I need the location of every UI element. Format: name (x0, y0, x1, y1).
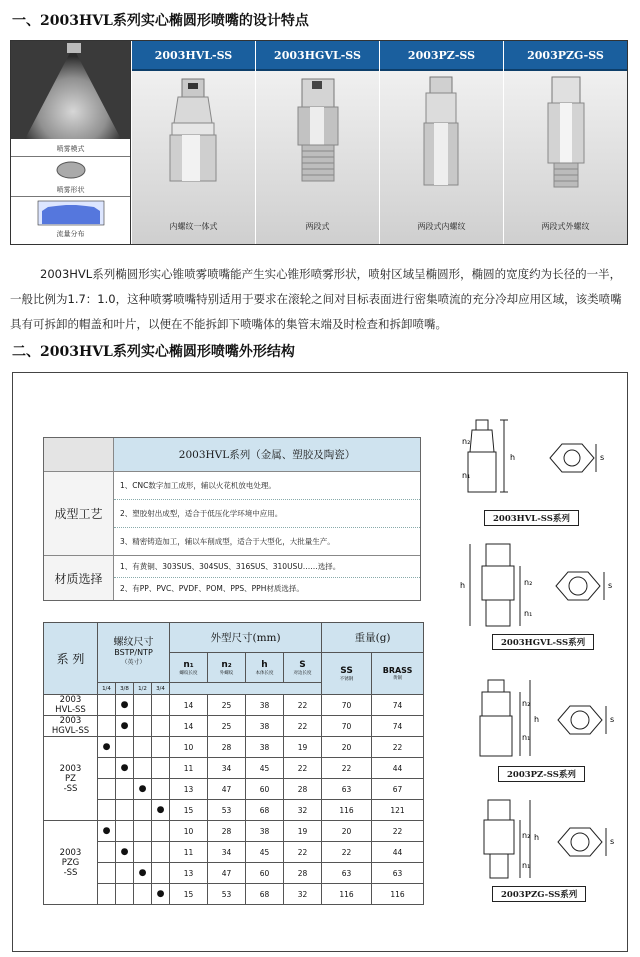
cell-brass: 74 (372, 716, 424, 737)
product-pz-ss (379, 41, 503, 244)
svg-text:s: s (610, 837, 615, 846)
thread-mark (152, 779, 170, 800)
material-item: 1、有黄铜、303SUS、304SUS、316SUS、310USU……选择。 (114, 556, 420, 578)
product-hvl-ss (131, 41, 255, 244)
nozzle-pz-image (380, 71, 504, 244)
cell-n1: 11 (170, 758, 208, 779)
cell-n2: 34 (208, 758, 246, 779)
cell-n1: 11 (170, 842, 208, 863)
series-name: 2003 HVL-SS (44, 695, 98, 716)
dim-head-s: S 对边长度 (284, 653, 322, 683)
cell-brass: 121 (372, 800, 424, 821)
cell-ss: 63 (322, 863, 372, 884)
svg-text:s: s (610, 715, 615, 724)
process-item: 3、精密铸造加工，辅以车削成型，适合于大型化，大批量生产。 (114, 528, 420, 556)
drawing-caption: 2003PZG-SS系列 (492, 886, 586, 902)
cell-n2: 47 (208, 779, 246, 800)
cell-h: 68 (246, 884, 284, 905)
product-desc: 两段式 (305, 222, 330, 231)
process-label: 成型工艺 (44, 472, 114, 556)
thread-size-head: 1/4 (98, 683, 116, 695)
thread-size-head: 3/8 (116, 683, 134, 695)
process-item: 2、塑胶射出成型，适合于低压化学环境中应用。 (114, 500, 420, 528)
material-item: 2、有PP、PVC、PVDF、POM、PPS、PPH材质选择。 (120, 584, 304, 593)
thread-mark (116, 884, 134, 905)
series-name: 2003 HGVL-SS (44, 716, 98, 737)
process-item: 1、CNC数字加工成形，辅以火花机放电处理。 (114, 472, 420, 500)
cell-h: 45 (246, 758, 284, 779)
product-model: 2003PZ-SS (380, 41, 503, 71)
thread-mark (98, 695, 116, 716)
thread-mark (98, 779, 116, 800)
drawing-hvl (458, 408, 624, 528)
svg-text:h: h (534, 833, 540, 842)
thread-mark: ● (134, 779, 152, 800)
cell-ss: 22 (322, 758, 372, 779)
dim-head-n2: n₂ 外螺纹 (208, 653, 246, 683)
thread-mark (98, 758, 116, 779)
svg-text:n₁: n₁ (522, 733, 531, 742)
svg-text:h: h (534, 715, 540, 724)
cell-n2: 53 (208, 800, 246, 821)
thread-mark: ● (116, 695, 134, 716)
cell-n1: 14 (170, 695, 208, 716)
drawing-pzg (458, 796, 624, 906)
cell-n2: 47 (208, 863, 246, 884)
table-row (44, 863, 424, 884)
spec-items-area (114, 472, 420, 600)
thread-mark (98, 842, 116, 863)
drawing-caption: 2003HGVL-SS系列 (492, 634, 594, 650)
thread-mark (116, 863, 134, 884)
outer-dims-header: 外型尺寸(mm) (170, 623, 322, 653)
dim-head-n1: n₁ 螺纹长度 (170, 653, 208, 683)
table-row (44, 821, 424, 842)
cell-n2: 28 (208, 821, 246, 842)
thread-mark: ● (98, 821, 116, 842)
spray-shape-label: 喷雾形状 (56, 186, 85, 194)
section1-title: 一、2003HVL系列实心椭圆形喷嘴的设计特点 (12, 13, 309, 29)
thread-mark (134, 695, 152, 716)
thread-mark (98, 884, 116, 905)
thread-mark (152, 695, 170, 716)
thread-mark: ● (116, 716, 134, 737)
cell-brass: 22 (372, 737, 424, 758)
spec-header: 2003HVL系列（金属、塑胶及陶瓷） (114, 438, 420, 472)
svg-text:s: s (600, 453, 605, 462)
svg-text:h: h (510, 453, 516, 462)
cell-brass: 63 (372, 863, 424, 884)
thread-mark: ● (134, 863, 152, 884)
drawing-pz-svg (458, 674, 624, 764)
thread-mark (98, 716, 116, 737)
thread-mark (98, 863, 116, 884)
thread-mark (134, 737, 152, 758)
drawing-caption: 2003PZ-SS系列 (498, 766, 585, 782)
cell-brass: 74 (372, 695, 424, 716)
nozzle-hvl-image (132, 71, 256, 244)
cell-brass: 44 (372, 842, 424, 863)
product-pzg-ss (503, 41, 627, 244)
thread-mark (116, 737, 134, 758)
table-row (44, 800, 424, 821)
dim-head-h: h 本体长度 (246, 653, 284, 683)
product-image (256, 71, 379, 244)
cell-n1: 13 (170, 863, 208, 884)
cell-n2: 34 (208, 842, 246, 863)
product-desc: 内螺纹一体式 (169, 222, 218, 231)
drawing-pz (458, 674, 624, 784)
cell-brass: 67 (372, 779, 424, 800)
weight-head-brass: BRASS 黄铜 (372, 653, 424, 695)
svg-text:h: h (460, 581, 466, 590)
table-row (44, 716, 424, 737)
cell-n1: 15 (170, 800, 208, 821)
cell-s: 32 (284, 800, 322, 821)
weight-header: 重量(g) (322, 623, 424, 653)
spray-cone-image (11, 41, 130, 139)
thread-mark: ● (98, 737, 116, 758)
drawing-caption: 2003HVL-SS系列 (484, 510, 579, 526)
cell-s: 19 (284, 737, 322, 758)
nozzle-pzg-image (504, 71, 628, 244)
table-row (44, 737, 424, 758)
spec-corner (44, 438, 114, 472)
thread-size-head: 3/4 (152, 683, 170, 695)
thread-mark (98, 800, 116, 821)
thread-mark (134, 758, 152, 779)
thread-title: 螺纹尺寸 (113, 636, 154, 648)
cell-s: 28 (284, 779, 322, 800)
svg-text:n₂: n₂ (524, 578, 533, 587)
flow-distribution-cell (11, 197, 130, 244)
flow-distribution-icon (36, 197, 106, 227)
thread-std: BSTP/NTP (114, 647, 153, 657)
cell-ss: 70 (322, 716, 372, 737)
cell-s: 32 (284, 884, 322, 905)
thread-mark (152, 716, 170, 737)
ellipse-shape-icon (51, 157, 91, 183)
cell-n2: 25 (208, 716, 246, 737)
thread-header (98, 623, 170, 683)
cell-ss: 116 (322, 884, 372, 905)
dimensions-body (44, 695, 424, 905)
table-row (44, 695, 424, 716)
product-strip (10, 40, 628, 245)
cell-ss: 20 (322, 737, 372, 758)
thread-unit: （英寸） (121, 658, 146, 666)
cell-s: 22 (284, 842, 322, 863)
cell-h: 60 (246, 863, 284, 884)
product-model: 2003HVL-SS (132, 41, 255, 71)
cell-n1: 14 (170, 716, 208, 737)
cell-ss: 20 (322, 821, 372, 842)
thread-mark: ● (152, 884, 170, 905)
thread-mark (134, 884, 152, 905)
dim-head-spacer (170, 683, 322, 695)
cell-n2: 28 (208, 737, 246, 758)
spray-info-column (11, 41, 131, 244)
thread-size-head: 1/2 (134, 683, 152, 695)
cell-s: 22 (284, 695, 322, 716)
cell-n1: 13 (170, 779, 208, 800)
svg-text:n₁: n₁ (522, 861, 531, 870)
product-image (504, 71, 627, 244)
intro-text: 2003HVL系列椭圆形实心锥喷雾喷嘴能产生实心锥形喷雾形状，喷射区域呈椭圆形，椭圆的宽度约为长径的一半，一般比例为1.7：1.0，这种喷雾喷嘴特别适用于要求在滚轮之间对目标表面进行密集喷流的充分冷却应用区域，该类喷嘴具有可拆卸的帽盖和叶片，以便在不能拆卸下喷嘴体的集管末端及时检查和拆卸喷嘴。 (10, 267, 622, 331)
cell-n2: 53 (208, 884, 246, 905)
cell-brass: 22 (372, 821, 424, 842)
cell-ss: 22 (322, 842, 372, 863)
thread-mark (152, 821, 170, 842)
cell-n1: 10 (170, 821, 208, 842)
thread-mark (152, 737, 170, 758)
weight-head-ss: SS 不锈钢 (322, 653, 372, 695)
cell-s: 22 (284, 758, 322, 779)
svg-text:n₂: n₂ (522, 699, 531, 708)
thread-mark (152, 842, 170, 863)
dimensions-table (43, 622, 424, 905)
product-image (380, 71, 503, 244)
product-model: 2003PZG-SS (504, 41, 627, 71)
spec-box (43, 437, 421, 601)
section2-title: 二、2003HVL系列实心椭圆形喷嘴外形结构 (12, 344, 295, 360)
thread-mark (152, 758, 170, 779)
cell-h: 38 (246, 821, 284, 842)
flow-distribution-label: 流量分布 (56, 230, 85, 238)
drawing-hvl-svg (458, 408, 624, 508)
thread-mark (134, 716, 152, 737)
table-row (44, 884, 424, 905)
cell-n1: 15 (170, 884, 208, 905)
cell-ss: 70 (322, 695, 372, 716)
table-row (44, 758, 424, 779)
spray-pattern-cell (11, 41, 130, 157)
thread-mark (116, 800, 134, 821)
thread-mark (116, 779, 134, 800)
cell-h: 45 (246, 842, 284, 863)
thread-mark (152, 863, 170, 884)
intro-paragraph (10, 262, 632, 337)
svg-text:n₁: n₁ (524, 609, 533, 618)
cell-s: 22 (284, 716, 322, 737)
thread-mark (134, 821, 152, 842)
material-label: 材质选择 (44, 556, 114, 600)
cell-s: 19 (284, 821, 322, 842)
svg-text:s: s (608, 581, 613, 590)
series-name: 2003 PZ -SS (44, 737, 98, 821)
series-name: 2003 PZG -SS (44, 821, 98, 905)
svg-text:n₁: n₁ (462, 471, 471, 480)
thread-mark (134, 842, 152, 863)
drawing-hgvl (458, 540, 624, 652)
cell-s: 28 (284, 863, 322, 884)
cell-h: 60 (246, 779, 284, 800)
product-image (132, 71, 255, 244)
spray-pattern-label: 喷雾模式 (56, 145, 85, 153)
cell-ss: 63 (322, 779, 372, 800)
cell-ss: 116 (322, 800, 372, 821)
thread-mark: ● (116, 758, 134, 779)
nozzle-hgvl-image (256, 71, 380, 244)
cell-h: 68 (246, 800, 284, 821)
product-model: 2003HGVL-SS (256, 41, 379, 71)
cell-brass: 44 (372, 758, 424, 779)
drawing-hgvl-svg (458, 540, 624, 632)
thread-mark: ● (152, 800, 170, 821)
table-row (44, 779, 424, 800)
series-header: 系 列 (44, 623, 98, 695)
cell-h: 38 (246, 737, 284, 758)
thread-mark (116, 821, 134, 842)
thread-mark (134, 800, 152, 821)
cell-n2: 25 (208, 695, 246, 716)
thread-mark: ● (116, 842, 134, 863)
cell-h: 38 (246, 695, 284, 716)
spray-shape-cell (11, 157, 130, 197)
cell-n1: 10 (170, 737, 208, 758)
svg-text:n₂: n₂ (462, 437, 471, 446)
cell-h: 38 (246, 716, 284, 737)
product-desc: 两段式内螺纹 (417, 222, 466, 231)
product-desc: 两段式外螺纹 (541, 222, 590, 231)
svg-text:n₂: n₂ (522, 831, 531, 840)
cell-brass: 116 (372, 884, 424, 905)
table-row (44, 842, 424, 863)
product-hgvl-ss (255, 41, 379, 244)
drawing-pzg-svg (458, 796, 624, 884)
